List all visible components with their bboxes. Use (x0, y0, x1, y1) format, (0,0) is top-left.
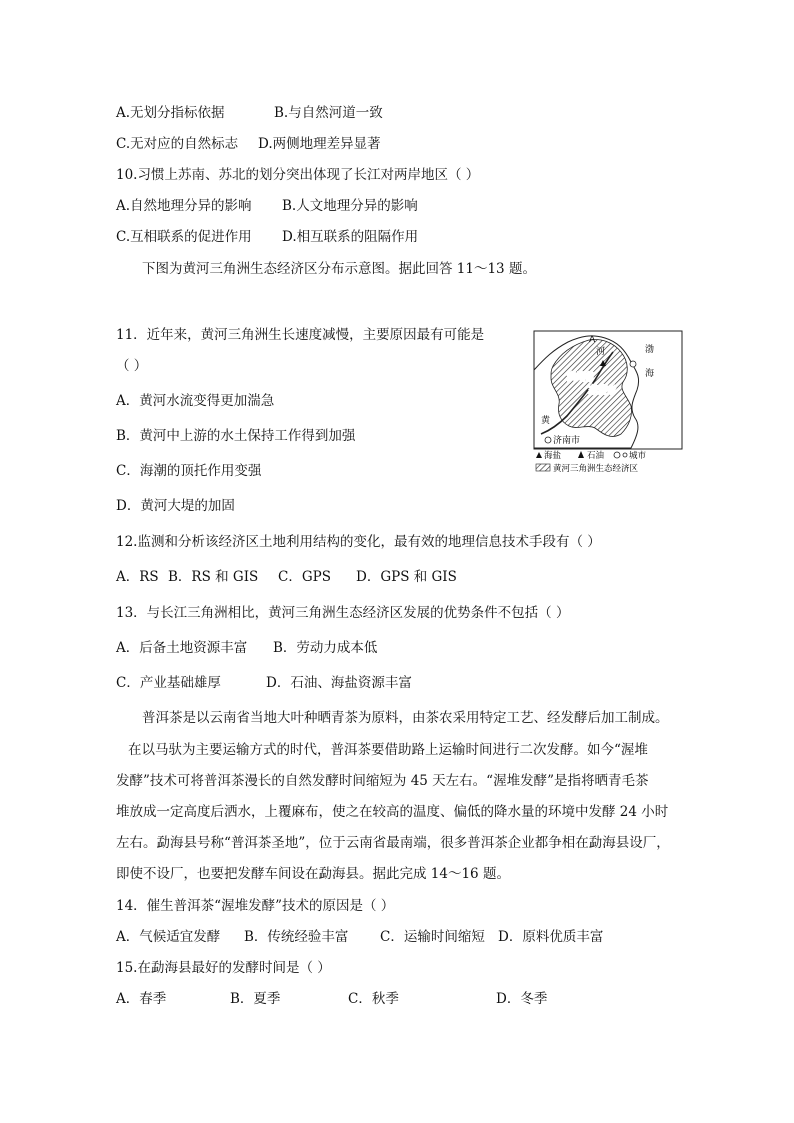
q11-option-c: C．海潮的顶托作用变强 (116, 463, 262, 479)
q13-option-b: B．劳动力成本低 (273, 640, 378, 656)
q14-option-d: D．原料优质丰富 (498, 929, 604, 945)
passage-line-6: 即使不设厂，也要把发酵车间设在勐海县。据此完成 14～16 题。 (116, 866, 510, 882)
q15-option-c: C．秋季 (348, 991, 399, 1007)
q9-options-row1 (116, 103, 383, 123)
q11-option-b: B．黄河中上游的水土保持工作得到加强 (116, 428, 356, 444)
intro-11-13: 下图为黄河三角洲生态经济区分布示意图。据此回答 11～13 题。 (142, 261, 536, 277)
q9-option-d: D.两侧地理差异显著 (258, 136, 381, 152)
legend-salt: 海盐 (544, 451, 562, 461)
q9-option-b: B.与自然河道一致 (274, 105, 383, 121)
label-hai: 海 (645, 369, 655, 379)
label-bo: 渤 (645, 345, 655, 355)
q12-stem: 12.监测和分析该经济区土地利用结构的变化，最有效的地理信息技术手段有（ ） (116, 534, 601, 550)
q10-option-d: D.相互联系的阻隔作用 (282, 229, 419, 245)
legend-zone-icon (536, 464, 550, 471)
q14-option-a: A．气候适宜发酵 (116, 929, 221, 945)
passage-line-4: 堆放成一定高度后洒水，上覆麻布，使之在较高的温度、偏低的降水量的环境中发酵 24 小时 (116, 804, 669, 820)
q11-option-a: A．黄河水流变得更加湍急 (116, 393, 275, 409)
q10-stem: 10.习惯上苏南、苏北的划分突出体现了长江对两岸地区（ ） (116, 167, 480, 183)
q15-option-a: A．春季 (116, 991, 167, 1007)
q15-stem: 15.在勐海县最好的发酵时间是（ ） (116, 960, 331, 976)
label-he: 河 (596, 347, 606, 357)
q10-option-c: C.互相联系的促进作用 (116, 229, 252, 245)
q10-options-row1 (116, 196, 418, 216)
q9-option-a: A.无划分指标依据 (116, 105, 225, 121)
passage-line-5: 左右。勐海县号称“普洱茶圣地”，位于云南省最南端，很多普洱茶企业都争相在勐海县设厂， (116, 835, 670, 851)
q11-paren: （ ） (116, 358, 148, 374)
q15-option-b: B．夏季 (230, 991, 281, 1007)
q12-option-a: A．RS (116, 569, 159, 585)
legend-city: 城市 (629, 451, 647, 461)
q13-option-c: C．产业基础雄厚 (116, 675, 221, 691)
q15-option-d: D．冬季 (496, 991, 548, 1007)
legend-town-icon (623, 453, 627, 457)
q14-option-b: B．传统经验丰富 (244, 929, 349, 945)
q10-options-row2 (116, 227, 418, 247)
q13-stem: 13．与长江三角洲相比，黄河三角洲生态经济区发展的优势条件不包括（ ） (116, 605, 570, 621)
city-binzhou: 滨州市 (567, 373, 595, 383)
q14-options (116, 927, 603, 947)
map-svg (533, 330, 683, 480)
city-jinan: 济南市 (553, 436, 581, 446)
q10-option-a: A.自然地理分异的影响 (116, 198, 252, 214)
marker-a: A (589, 335, 596, 345)
q13-option-d: D．石油、海盐资源丰富 (266, 675, 412, 691)
q9-option-c: C.无对应的自然标志 (116, 136, 239, 152)
city-marker-jinan (545, 437, 551, 443)
q12-option-d: D．GPS 和 GIS (356, 569, 457, 585)
legend-salt-icon (536, 452, 542, 458)
q12-option-b: B．RS 和 GIS (168, 569, 259, 585)
q13-options-row2 (116, 673, 412, 693)
passage-line-2: 在以马驮为主要运输方式的时代，普洱茶要借助路上运输时间进行二次发酵。如今“渥堆 (128, 742, 648, 758)
passage-line-3: 发酵”技术可将普洱茶漫长的自然发酵时间缩短为 45 天左右。“渥堆发酵”是指将晒青毛茶 (116, 773, 649, 789)
city-marker-coast (630, 361, 636, 367)
q15-options (116, 989, 547, 1009)
q11-stem: 11．近年来，黄河三角洲生长速度减慢，主要原因最有可能是 (116, 327, 485, 343)
q13-option-a: A．后备土地资源丰富 (116, 640, 248, 656)
legend-oil: 石油 (587, 451, 605, 461)
q14-option-c: C．运输时间缩短 (380, 929, 485, 945)
passage-line-1: 普洱茶是以云南省当地大叶种晒青茶为原料，由茶农采用特定工艺、经发酵后加工制成。 (142, 710, 669, 726)
q10-option-b: B.人文地理分异的影响 (282, 198, 418, 214)
city-dongying: 东营市 (589, 386, 617, 396)
legend-oil-icon (578, 451, 584, 458)
q12-option-c: C．GPS (278, 569, 331, 585)
label-huang: 黄 (541, 416, 551, 426)
yellow-river-delta-map (533, 330, 683, 480)
q12-options (116, 567, 457, 587)
q14-stem: 14．催生普洱茶“渥堆发酵”技术的原因是（ ） (116, 898, 395, 914)
q13-options-row1 (116, 638, 377, 658)
legend-zone: 黄河三角洲生态经济区 (553, 464, 639, 474)
legend-city-icon (614, 452, 620, 458)
q9-options-row2 (116, 134, 381, 154)
q11-option-d: D．黄河大堤的加固 (116, 498, 235, 514)
